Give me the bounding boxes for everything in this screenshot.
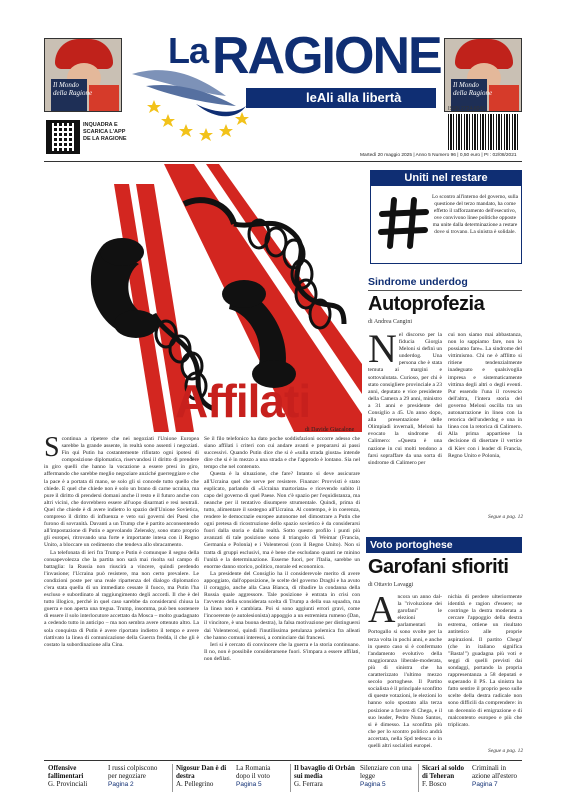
divider: [44, 161, 522, 162]
qr-code-icon[interactable]: [46, 120, 80, 154]
qr-caption: INQUADRA E SCARICA L'APP DE LA RAGIONE: [83, 122, 127, 142]
barcode-icon: [448, 114, 520, 150]
dropcap: N: [368, 326, 397, 371]
footer-item[interactable]: [48, 764, 102, 788]
divider: [368, 290, 522, 291]
story1-byline: di Andrea Cangini: [368, 319, 412, 325]
footer-page: Pagina 2: [108, 781, 134, 788]
footer-title: Sicari al soldo di Teheran: [422, 764, 465, 780]
lead-text-2b: Questa è la situazione, che fare? Intanto si deve assicurare all'Ucraina quel che serve per resistere. Finanze: Provvisti è stato euplicato, parlando di «Ucraina martoriata» e ricevendo subito il capo del governo di quel Paese. Non c'è spazio per l'equidistanza, ma neanche per il tentativo disumpere strumentale. Quindi, prima di tutto, alimentare il sostegno all'Ucraina. Al contempo, è in coerenza, rendere le democrazie europee autonome nel dimostrare a Putin che ogni pretesa di ricostruzione dello spazio sovietico è da considerarsi fuori dalla storia e dalla realtà. Sotto questo profilo i punti più avanzati di tale posizione sono il triangolo di Weimar (Francia, Germania e Polonia) e i Volenterosi (con il Regno Unito). Non si tratta di gruppi esclusivi, ma è bene che escludano quanti ne minino l'unità e la determinazione. Esserne fuori, per l'Italia, sarebbe un enorme danno storico, politico, morale ed economico.: [204, 471, 360, 570]
lead-headline[interactable]: Affilati: [175, 375, 311, 427]
story1-column-2: [448, 332, 522, 510]
promo-caption: Il Mondo della Ragione: [53, 81, 93, 97]
footer-page: Pagina 5: [236, 781, 262, 788]
footer-author: A. Pellegrino: [176, 780, 214, 788]
footer-title: I russi colpiscono per negoziare: [108, 764, 158, 780]
dropcap: S: [44, 432, 60, 463]
footer-item[interactable]: [294, 764, 356, 788]
footer-author: F. Bosco: [422, 780, 447, 788]
hash-icon: [378, 196, 430, 250]
logo-name: RAGIONE: [212, 27, 441, 85]
promo-thumbnail-right[interactable]: [444, 38, 522, 112]
footer-page: Pagina 7: [472, 781, 498, 788]
footer-title: Offensive fallimentari: [48, 764, 84, 780]
footer-item[interactable]: [108, 764, 166, 789]
book-cover-red: [89, 85, 119, 111]
footer-title: Silenziare con una legge: [360, 764, 412, 780]
lead-text-2d: Ieri si è cercato di convincere che la guerra e la storia continuano. Il no, non è possibile considerarsene fuori. S'impara a essere affilati, non defilati.: [204, 641, 360, 662]
footer-item[interactable]: [176, 764, 232, 788]
divider: [172, 764, 173, 792]
barcode-code: ISSN 2724-6043: [448, 106, 485, 112]
sidebar-box-text: Lo scontro all'interno del governo, sulla questione del terzo mandato, ha come effetto il rafforzamento dell'esecutivo, ove convivono linee politiche opposte ma unite dalla determinazione a restare dove si trovano. La sinistra è solidale.: [432, 194, 519, 235]
story2-title[interactable]: Garofani sfioriti: [368, 556, 509, 578]
story2-continued[interactable]: Segue a pag. 12: [488, 748, 524, 754]
story1-kicker: Sindrome underdog: [368, 276, 468, 288]
divider: [290, 764, 291, 792]
story2-kicker: Voto portoghese: [366, 537, 522, 553]
lead-column-2: [204, 436, 360, 663]
footer-author: G. Ferrara: [294, 780, 323, 788]
footer-title: Criminali in azione all'estero: [472, 764, 517, 780]
story1-text-1: el discorso per la fiducia Giorgia Meloni si definì un underdog. Una persona che è stata temuta ai margini e sottovalutata. Curioso, per chi è stato consigliere provinciale a 23 anni, deputato e vice presidente della Camera a 29 anni, ministro a 31 anni e presidente del Consiglio a 45. Un anno dopo, alla presentazione delle Olimpiadi invernali, Meloni ha evocato la sindrome di Calimero: «Questa è una nazione in cui molti tendono a farsi sopraffare da una sorta di sindrome di Calimero per: [368, 332, 442, 466]
lead-column-1: [44, 432, 199, 649]
story2-text-2: nichia di perdere ulteriormente identità e ragion d'essere; se costringe la destra moderata a cercare l'appoggio della destra estrema, ottiene un risultato antitetico alle proprie aspirazioni. Il partito Chega' (che in italiano significa "Basta!") guadagna più voti e seggi di quelli previsti dai sondaggi, portando la propria rappresentanza a 58 deputati e superando il PS. La sinistra ha fatto sentire il proprio peso sulle scelte della destra radicale non sono difficili da comprendere: in un decennio di emigrazione e di malcontento europeo e più che triplicato.: [448, 594, 522, 728]
footer-item[interactable]: [422, 764, 470, 788]
footer-title: La Romania dopo il voto: [236, 764, 271, 780]
lead-text-1: continua a ripetere che nei negoziati l'Unione Europea sarebbe la grande assente, in realtà sono assenti i negoziati. Fin qui Putin ha costantemente rifiutato ogni ipotesi di composizione diplomatica, riservandosi il diritto di prendere in giro quelli che hanno la vocazione a essere presi in giro, affermando che sarebbe meglio negoziare anziché guerreggiare e che la pace è a portata di mano, se solo gli si concede tutto quello che chiede. E quel che chiede non è solo un brano di carne ucraina, ma pure il diritto di prendersi domani anche il resto e il futuro anche con altri vicini, che dovrebbero essere all'uopo disarmati e resi neutrali. Quel che chiede è di avere indietro lo spazio dell'Unione Sovietica, compreso il diritto di influenza e veto sui governi dei Paesi che furono di sovranità. Davanti a un Trump che è partito acconsentendo all'impostazione di Putin e agevolando Zelensky, sono stato proprio gli europei, ritrovando una forte e importante intesa con il Regno Unito, a bloccare un cedimento che tendeva allo sbracamento.: [44, 436, 199, 549]
footer-author: G. Provinciali: [48, 780, 88, 788]
promo-thumbnail-left[interactable]: [44, 38, 122, 112]
story1-text-2: cui non siamo mai abbastanza, non lo sappiamo fare, non lo possiamo fare». La sindrome del vittimismo. Chi ne è afflitto si ritiene tendenzialmente inadeguato e qualsivoglia impresa e sistematicamente vittima degli altri o degli eventi. Pur essendo l'una il rovescio dell'altra, l'intera storia del governo Meloni oscilla tra un autonarrazione in linea con la retorica dell'underdog e una in linea con la retorica di Calimero. Alla prima appartiene la decisione di disertare il vertice di Kiev con i leader di Francia, Regno Unito e Polonia,: [448, 332, 522, 459]
footer-page: Pagina 5: [360, 781, 386, 788]
lead-byline: di Davide Giacalone: [305, 427, 355, 433]
dropcap: A: [368, 589, 396, 631]
story1-title[interactable]: Autoprofezia: [368, 293, 485, 315]
footer-title: Nigosur Dan è di destra: [176, 764, 227, 780]
story2-text-1: ncora un anno dal-la "rivoluzione dei garofani" le elezioni parlamentari in Portogallo si sono svolte per la terza volta in pochi anni, e anche in questo caso si è confermato l'andamento evolutivo della maggioranza liberale-moderata, più di sinistra che ha caratterizzato l'ultimo mezzo secolo portoghese. Il Partito socialista è il principale sconfitto di queste votazioni, le elezioni lo hanno solo spostato alla terza posizione a favore di Chega, e il suo leader, Pedro Nuno Santos, si è dimesso. La sconfitta più che per lo scontro politico andrà accertata, nella Spd tedesca o in quelli altri socialisti europei.: [368, 594, 442, 749]
story2-column-1: [368, 589, 442, 749]
sidebar-box-title[interactable]: Uniti nel restare: [370, 170, 522, 186]
story1-column-1: [368, 326, 442, 510]
lead-text-2: Se il filo telefonico ha dato poche soddisfazioni occorre adesso che siano affilati i criteri con cui andare avanti e prepararsi ai passi successivi. Quando Putin dice che si è «sulla strada giusta» intende dire che si è in mezzo a una strada e che l'approdo è lontano. Sia nel tempo che nel contenuto.: [204, 436, 360, 471]
story2-column-2: [448, 594, 522, 744]
story2-byline: di Ottavio Lavaggi: [368, 582, 414, 588]
logo-prefix: La: [168, 30, 209, 71]
divider: [418, 764, 419, 792]
lead-text-2c: La presidente del Consiglio ha il considerevole merito di avere appoggiato, dall'opposizione, le scelte del governo Draghi e ha avuto il coraggio, anche alla Casa Bianca, di ribadire la condanna della Russia quale aggressore. Tale posizione è entrata in crisi con l'avvento della sconsiderata scelta di Trump a della sua squadra, ma la linea non è cambiata. Poi si sono aggiunti errori gravi, come l'incoerente (e autolesionista) appoggio a un estremista rumeno (Dan, il vincitore, è una buona destra), la falsa motivazione per distinguersi dai Volenterosi, quindi l'inutilissima petulanza polemica fra alleati che hanno comuni interessi, a cominciare dai francesi.: [204, 570, 360, 641]
footer-item[interactable]: [360, 764, 414, 789]
dateline: Martedì 20 maggio 2025 | Anno 5 Numero 96 | 0,50 euro | PI : 02/08/2021: [360, 153, 517, 158]
divider: [44, 760, 522, 761]
promo-caption: Il Mondo della Ragione: [453, 81, 493, 97]
footer-item[interactable]: [236, 764, 286, 789]
story1-continued[interactable]: Segue a pag. 12: [488, 514, 524, 520]
tagline: leAli alla libertà: [246, 88, 436, 108]
lead-text-1b: La telefonata di ieri fra Trump e Putin è comunque il segno della consapevolezza che la partita non sarà mai risolta sul campo di battaglia: la Russia non riuscirà a vincere, quindi perdendo l'invasione; l'Ucraina può resistere, ma non certo prevalere. Le condizioni poste per una reale ripartenza del dialogo diplomatico c'era stata quella di un immediato cessate il fuoco, ma Putin l'ha escluso e subordinato al raggiungimento degli accordi. Il che è del tutto illogico, perché in quel caso sarebbe da considerarsi chiusa la guerra e non aperta una tregua. Trump, insomma, può ben sostenere di essere il solo interlocutore accettato da Mosca – molto guadagnato a cedendo tutto in anticipo – ma non sembra avere ottenuto altro. La sola conquista di Putin è avere riportato indietro il tempo e avere riattivato la linea di comunicazione della Guerra fredda, il che gli è costato la subordinazione alla Cina.: [44, 549, 199, 648]
book-cover-red: [489, 85, 519, 111]
footer-item[interactable]: [472, 764, 522, 789]
footer-title: Il bavaglio di Orbán sui media: [294, 764, 355, 780]
